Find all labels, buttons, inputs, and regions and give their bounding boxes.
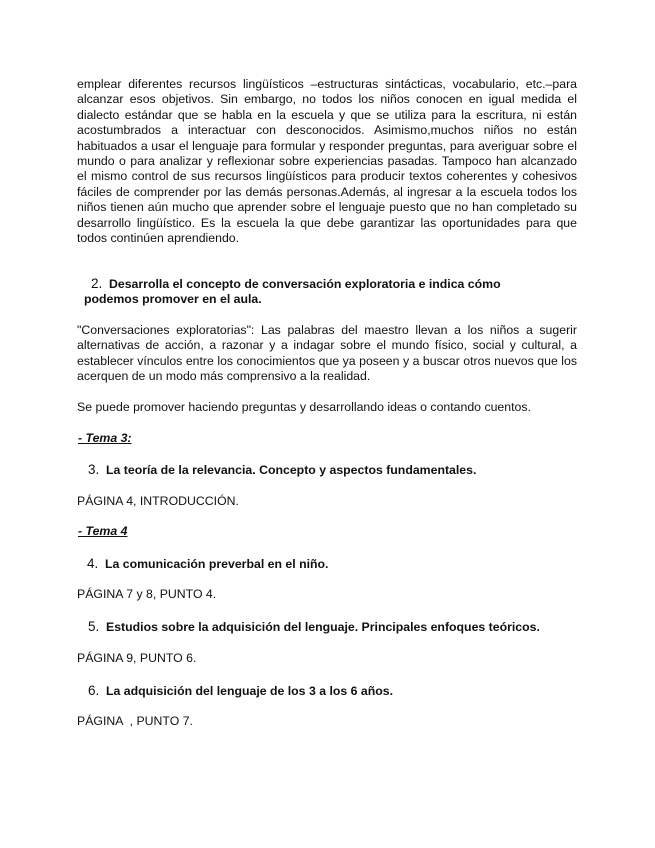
answer-6: PÁGINA , PUNTO 7.	[77, 714, 193, 728]
question-4	[87, 556, 587, 572]
answer-2-promote: Se puede promover haciendo preguntas y desarrollando ideas o contando cuentos.	[77, 400, 531, 414]
answer-5: PÁGINA 9, PUNTO 6.	[77, 651, 197, 665]
question-5	[88, 619, 588, 635]
question-2-line2: podemos promover en el aula.	[84, 292, 262, 307]
answer-2-paragraph: "Conversaciones exploratorias": Las palabras del maestro llevan a los niños a sugerir alternativas de acción, a razonar y a indagar sobre el mundo físico, social y cultural, a establecer vínculos entre los conocimientos que ya poseen y a buscar otros nuevos que los acerquen de un modo más comprensivo a la realidad.	[77, 323, 577, 384]
question-4-text: La comunicación preverbal en el niño.	[105, 557, 329, 571]
question-3	[88, 462, 588, 478]
question-2-line1: Desarrolla el concepto de conversación exploratoria e indica cómo	[109, 277, 501, 291]
intro-paragraph: emplear diferentes recursos lingüísticos –estructuras sintácticas, vocabulario, etc.–para alcanzar esos objetivos. Sin embargo, no todos los niños conocen en igual medida el dialecto estándar que se habla en la escuela y que se utiliza para la escritura, ni están acostumbrados a interactuar con desconocidos. Asimismo,muchos niños no están habituados a usar el lenguaje para formular y responder preguntas, para averiguar sobre el mundo o para analizar y reflexionar sobre experiencias pasadas. Tampoco han alcanzado el mismo control de sus recursos lingüísticos para producir textos coherentes y cohesivos fáciles de comprender por las demás personas.Además, al ingresar a la escuela todos los niños tienen aún mucho que aprender sobre el lenguaje puesto que no han completado su desarrollo lingüístico. Es la escuela la que debe garantizar las oportunidades para que todos continúen aprendiendo.	[77, 77, 577, 246]
question-6-text: La adquisición del lenguaje de los 3 a los 6 años.	[106, 684, 394, 698]
tema-4-heading: - Tema 4	[78, 524, 128, 538]
question-2-number: 2.	[91, 276, 103, 291]
tema-3-heading: - Tema 3:	[78, 431, 132, 445]
question-6	[88, 683, 588, 699]
question-5-text: Estudios sobre la adquisición del lenguaje. Principales enfoques teóricos.	[106, 620, 540, 634]
question-5-number: 5.	[88, 619, 100, 634]
question-3-text: La teoría de la relevancia. Concepto y aspectos fundamentales.	[106, 463, 477, 477]
question-3-number: 3.	[88, 462, 100, 477]
question-6-number: 6.	[88, 683, 100, 698]
answer-4: PÁGINA 7 y 8, PUNTO 4.	[77, 587, 217, 601]
answer-3: PÁGINA 4, INTRODUCCIÓN.	[77, 494, 239, 508]
question-4-number: 4.	[87, 556, 99, 571]
question-2	[84, 276, 577, 308]
